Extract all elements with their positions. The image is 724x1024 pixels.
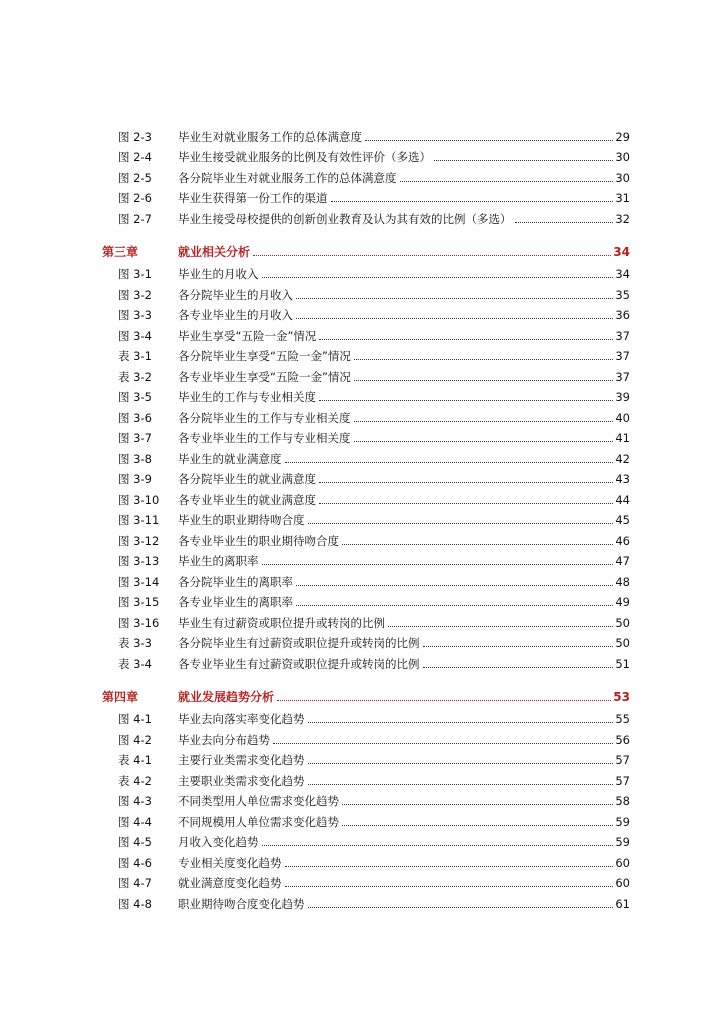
entry-title: 主要行业类需求变化趋势	[178, 753, 305, 767]
dot-leader	[308, 754, 614, 764]
entry-label: 图 3-5	[118, 390, 152, 404]
chapter-label: 第三章	[102, 244, 139, 259]
entry-title: 毕业去向分布趋势	[178, 732, 270, 747]
table-of-contents	[102, 123, 630, 911]
page-number: 32	[615, 211, 630, 226]
entry-label: 图 3-14	[118, 574, 160, 589]
page-number: 47	[615, 554, 630, 568]
dot-leader	[423, 637, 614, 647]
page-number: 59	[615, 814, 630, 829]
toc-entry[interactable]	[102, 568, 630, 589]
toc-entry[interactable]	[102, 164, 630, 185]
dot-leader	[296, 289, 613, 299]
entry-label: 图 2-3	[118, 129, 152, 144]
dot-leader	[319, 391, 613, 401]
dot-leader	[262, 555, 614, 565]
entry-label: 图 4-5	[118, 835, 152, 849]
toc-entry[interactable]	[102, 747, 630, 768]
entry-label: 图 3-8	[118, 451, 152, 466]
toc-entry[interactable]	[102, 788, 630, 809]
toc-entry[interactable]	[102, 609, 630, 630]
entry-label: 图 3-13	[118, 554, 160, 568]
page-number: 57	[615, 773, 630, 788]
entry-label: 图 3-12	[118, 533, 160, 548]
dot-leader	[285, 857, 614, 867]
entry-label: 表 4-2	[118, 773, 152, 788]
page-number: 40	[615, 410, 630, 425]
page-number: 30	[615, 150, 630, 164]
entry-title: 各专业毕业生的就业满意度	[178, 492, 316, 507]
chapter-title: 就业发展趋势分析	[178, 689, 275, 704]
page-number: 39	[615, 390, 630, 404]
dot-leader	[515, 213, 614, 223]
page-number: 29	[615, 129, 630, 144]
page-number: 59	[615, 835, 630, 849]
entry-title: 毕业生的就业满意度	[178, 451, 282, 466]
entry-title: 毕业生对就业服务工作的总体满意度	[178, 129, 362, 144]
dot-leader	[423, 658, 614, 668]
page-number: 49	[615, 595, 630, 609]
entry-title: 各专业毕业生有过薪资或职位提升或转岗的比例	[178, 656, 420, 671]
dot-leader	[308, 514, 614, 524]
dot-leader	[285, 877, 614, 887]
toc-entry[interactable]	[102, 144, 630, 165]
entry-title: 毕业生的月收入	[178, 267, 259, 281]
page-number: 46	[615, 533, 630, 548]
entry-title: 不同类型用人单位需求变化趋势	[178, 794, 339, 808]
entry-title: 主要职业类需求变化趋势	[178, 773, 305, 788]
entry-label: 图 4-8	[118, 896, 152, 911]
dot-leader	[319, 330, 613, 340]
entry-label: 图 3-9	[118, 472, 152, 486]
toc-entry[interactable]	[102, 123, 630, 144]
page-number: 48	[615, 574, 630, 589]
toc-entry[interactable]	[102, 343, 630, 364]
dot-leader	[400, 172, 614, 182]
chapter-label: 第四章	[102, 689, 139, 704]
toc-entry[interactable]	[102, 507, 630, 528]
dot-leader	[285, 453, 614, 463]
entry-title: 各分院毕业生的就业满意度	[178, 472, 316, 486]
dot-leader	[262, 836, 614, 846]
entry-title: 毕业生享受“五险一金”情况	[178, 328, 317, 343]
toc-entry[interactable]	[102, 767, 630, 788]
toc-entry[interactable]	[102, 527, 630, 548]
entry-title: 各分院毕业生的离职率	[178, 574, 293, 589]
toc-entry[interactable]	[102, 726, 630, 747]
dot-leader	[354, 412, 614, 422]
dot-leader	[319, 473, 613, 483]
entry-title: 毕业去向落实率变化趋势	[178, 712, 305, 726]
entry-label: 图 3-7	[118, 431, 152, 445]
page-number: 36	[615, 308, 630, 322]
page-number: 37	[615, 328, 630, 343]
entry-title: 毕业生的工作与专业相关度	[178, 390, 316, 404]
page-number: 60	[615, 876, 630, 890]
entry-title: 各分院毕业生享受“五险一金”情况	[178, 349, 351, 363]
entry-title: 毕业生的职业期待吻合度	[178, 513, 305, 527]
entry-label: 图 4-1	[118, 712, 152, 726]
dot-leader	[342, 535, 613, 545]
dot-leader	[434, 151, 613, 161]
entry-title: 各分院毕业生对就业服务工作的总体满意度	[178, 170, 397, 185]
entry-title: 不同规模用人单位需求变化趋势	[178, 814, 339, 829]
page-number: 57	[615, 753, 630, 767]
toc-entry[interactable]	[102, 589, 630, 610]
entry-label: 表 3-4	[118, 656, 152, 671]
entry-label: 表 3-1	[118, 349, 152, 363]
toc-entry[interactable]	[102, 548, 630, 569]
entry-title: 各专业毕业生的离职率	[178, 595, 293, 609]
toc-entry[interactable]	[102, 466, 630, 487]
entry-title: 毕业生获得第一份工作的渠道	[178, 191, 328, 205]
entry-title: 毕业生的离职率	[178, 554, 259, 568]
entry-label: 图 4-6	[118, 855, 152, 870]
toc-entry[interactable]	[102, 445, 630, 466]
entry-label: 图 2-7	[118, 211, 152, 226]
dot-leader	[277, 691, 611, 701]
dot-leader	[296, 309, 613, 319]
page-number: 50	[615, 636, 630, 650]
toc-entry[interactable]	[102, 363, 630, 384]
page-number: 53	[613, 689, 630, 704]
dot-leader	[331, 192, 614, 202]
entry-label: 图 3-4	[118, 328, 152, 343]
page-number: 56	[615, 732, 630, 747]
entry-title: 毕业生接受母校提供的创新创业教育及认为其有效的比例（多选）	[178, 211, 512, 226]
page-number: 61	[615, 896, 630, 911]
dot-leader	[308, 898, 614, 908]
toc-entry[interactable]	[102, 185, 630, 206]
entry-label: 表 4-1	[118, 753, 152, 767]
entry-title: 各专业毕业生享受“五险一金”情况	[178, 369, 351, 384]
dot-leader	[342, 795, 613, 805]
toc-entry[interactable]	[102, 281, 630, 302]
entry-label: 图 3-16	[118, 615, 160, 630]
dot-leader	[308, 775, 614, 785]
page-number: 60	[615, 855, 630, 870]
entry-label: 图 3-11	[118, 513, 160, 527]
toc-entry[interactable]	[102, 205, 630, 226]
toc-chapter-entry[interactable]	[102, 671, 630, 706]
entry-title: 职业期待吻合度变化趋势	[178, 896, 305, 911]
entry-label: 图 4-3	[118, 794, 152, 808]
entry-title: 各专业毕业生的月收入	[178, 308, 293, 322]
entry-title: 毕业生有过薪资或职位提升或转岗的比例	[178, 615, 385, 630]
toc-entry[interactable]	[102, 384, 630, 405]
entry-title: 各分院毕业生的月收入	[178, 287, 293, 302]
toc-entry[interactable]	[102, 808, 630, 829]
chapter-title: 就业相关分析	[178, 244, 251, 259]
page-number: 50	[615, 615, 630, 630]
toc-entry[interactable]	[102, 302, 630, 323]
dot-leader	[365, 131, 613, 141]
toc-entry[interactable]	[102, 849, 630, 870]
toc-entry[interactable]	[102, 706, 630, 727]
entry-title: 专业相关度变化趋势	[178, 855, 282, 870]
entry-title: 各专业毕业生的职业期待吻合度	[178, 533, 339, 548]
page-number: 58	[615, 794, 630, 808]
toc-entry[interactable]	[102, 261, 630, 282]
page-number: 34	[615, 267, 630, 281]
page-number: 31	[615, 191, 630, 205]
entry-label: 表 3-3	[118, 636, 152, 650]
page-number: 30	[615, 170, 630, 185]
entry-label: 图 2-5	[118, 170, 152, 185]
entry-label: 图 4-7	[118, 876, 152, 890]
page-number: 45	[615, 513, 630, 527]
toc-entry[interactable]	[102, 404, 630, 425]
entry-label: 图 3-1	[118, 267, 152, 281]
dot-leader	[296, 576, 613, 586]
entry-label: 图 3-10	[118, 492, 160, 507]
toc-entry[interactable]	[102, 630, 630, 651]
entry-title: 各分院毕业生有过薪资或职位提升或转岗的比例	[178, 636, 420, 650]
page-number: 55	[615, 712, 630, 726]
toc-entry[interactable]	[102, 425, 630, 446]
page-number: 44	[615, 492, 630, 507]
entry-label: 图 4-4	[118, 814, 152, 829]
toc-entry[interactable]	[102, 890, 630, 911]
dot-leader	[296, 596, 613, 606]
dot-leader	[388, 617, 613, 627]
entry-label: 图 4-2	[118, 732, 152, 747]
entry-label: 图 2-6	[118, 191, 152, 205]
entry-title: 各专业毕业生的工作与专业相关度	[178, 431, 351, 445]
entry-label: 图 3-2	[118, 287, 152, 302]
dot-leader	[262, 268, 614, 278]
dot-leader	[354, 371, 613, 381]
page-number: 35	[615, 287, 630, 302]
toc-chapter-entry[interactable]	[102, 226, 630, 261]
entry-label: 图 3-6	[118, 410, 152, 425]
page-number: 51	[615, 656, 630, 671]
toc-entry[interactable]	[102, 870, 630, 891]
toc-entry[interactable]	[102, 322, 630, 343]
dot-leader	[273, 734, 613, 744]
toc-entry[interactable]	[102, 650, 630, 671]
page-number: 34	[613, 244, 630, 259]
dot-leader	[354, 432, 614, 442]
dot-leader	[253, 246, 611, 256]
dot-leader	[342, 816, 613, 826]
entry-label: 表 3-2	[118, 369, 152, 384]
toc-entry[interactable]	[102, 486, 630, 507]
entry-title: 毕业生接受就业服务的比例及有效性评价（多选）	[178, 150, 431, 164]
page-number: 42	[615, 451, 630, 466]
page-number: 37	[615, 369, 630, 384]
page-number: 37	[615, 349, 630, 363]
dot-leader	[354, 350, 613, 360]
page-number: 43	[615, 472, 630, 486]
page-number: 41	[615, 431, 630, 445]
dot-leader	[319, 494, 613, 504]
entry-label: 图 2-4	[118, 150, 152, 164]
dot-leader	[308, 713, 614, 723]
entry-label: 图 3-3	[118, 308, 152, 322]
toc-entry[interactable]	[102, 829, 630, 850]
entry-title: 月收入变化趋势	[178, 835, 259, 849]
entry-title: 就业满意度变化趋势	[178, 876, 282, 890]
entry-label: 图 3-15	[118, 595, 160, 609]
entry-title: 各分院毕业生的工作与专业相关度	[178, 410, 351, 425]
